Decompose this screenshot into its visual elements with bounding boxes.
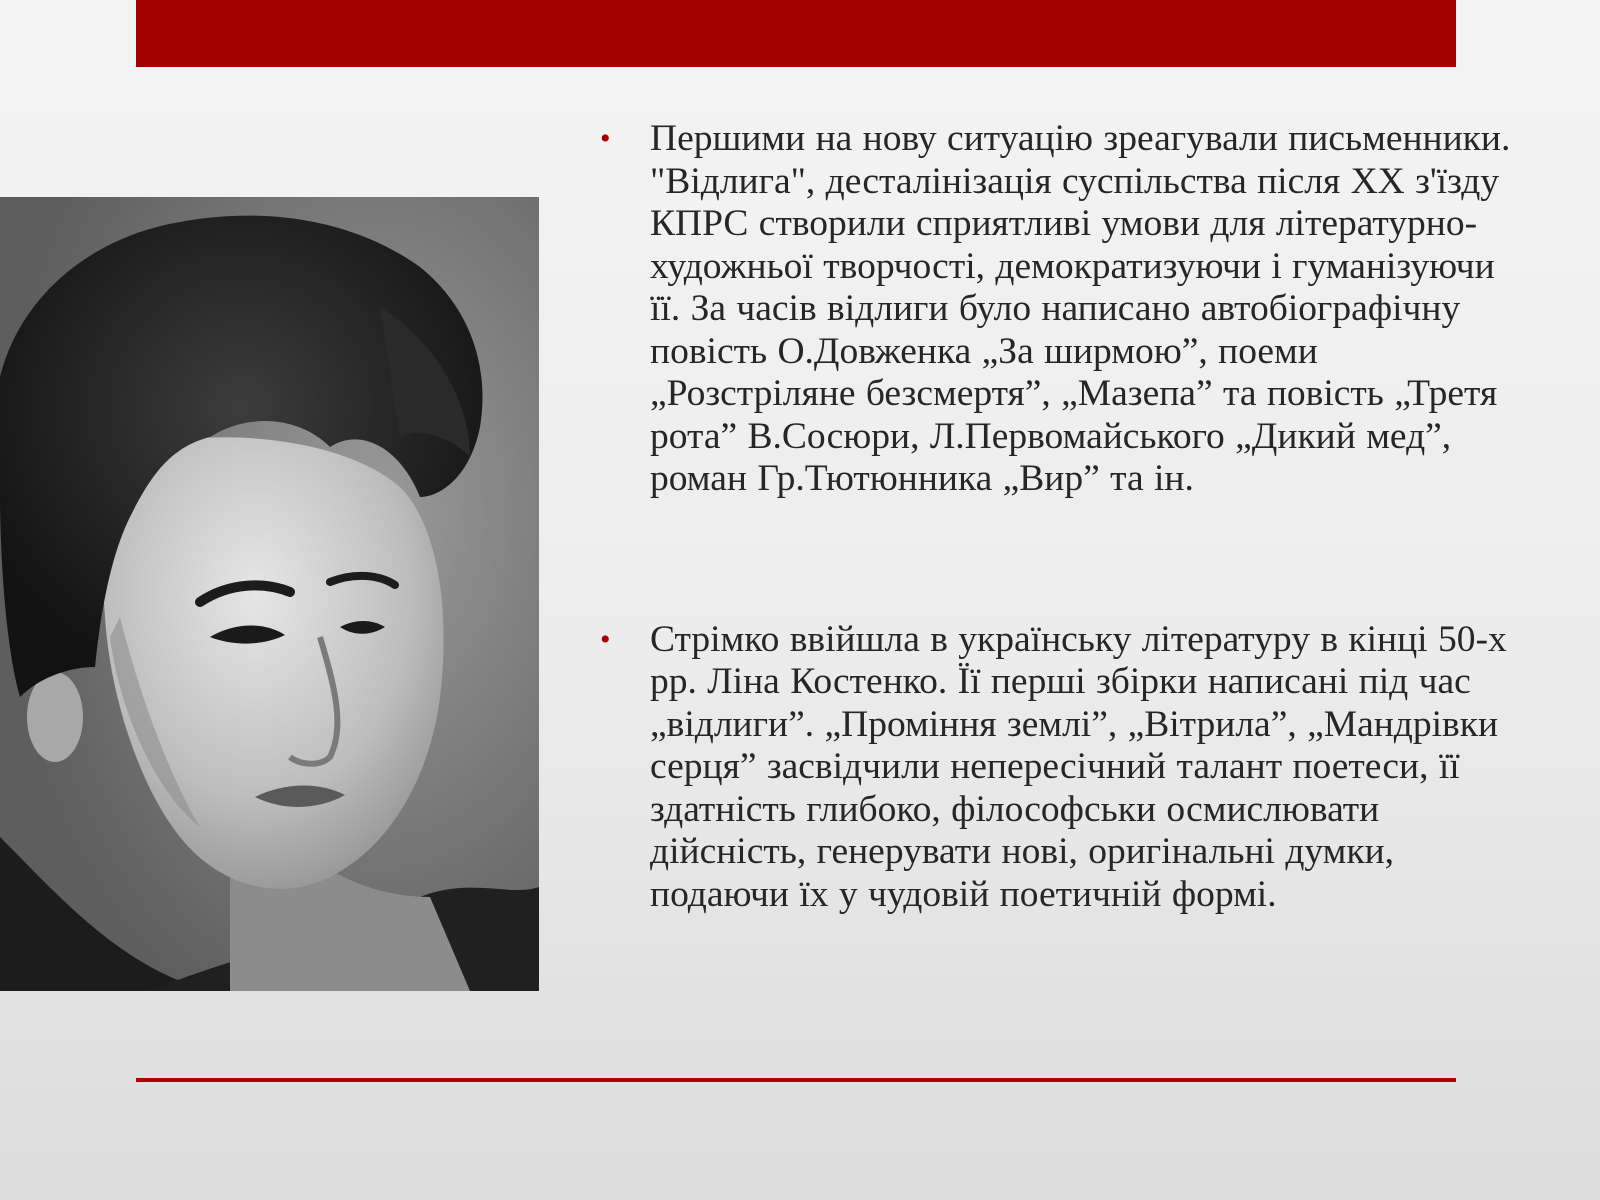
bullet-text: Першими на нову ситуацію зреагували письменники. "Відлига", десталінізація суспільства після XX з'їзду КПРС створили сприятливі умови для літературно-художньої творчості, демократизуючи і гуманізуючи її. За часів відлиги було написано автобіографічну повість О.Довженка „За ширмою”, поеми „Розстріляне безсмертя”, „Мазепа” та повість „Третя рота” В.Сосюри, Л.Первомайського „Дикий мед”, роман Гр.Тютюнника „Вир” та ін. — [650, 118, 1511, 499]
bullet-item — [600, 118, 1530, 501]
top-accent-bar — [136, 0, 1456, 67]
bullet-list — [600, 118, 1530, 916]
bottom-accent-rule — [136, 1078, 1456, 1082]
bullet-text: Стрімко ввійшла в українську літературу в кінці 50-х рр. Ліна Костенко. Її перші збірки написані під час „відлиги”. „Проміння землі”, „Вітрила”, „Мандрівки серця” засвідчили непересічний талант поетеси, її здатність глибоко, філософськи осмислювати дійсність, генерувати нові, оригінальні думки, подаючи їх у чудовій поетичній формі. — [650, 618, 1507, 915]
bullet-item — [600, 619, 1530, 917]
bullet-marker: • — [600, 622, 611, 656]
bullet-marker: • — [600, 122, 611, 155]
portrait-photo — [0, 197, 539, 991]
